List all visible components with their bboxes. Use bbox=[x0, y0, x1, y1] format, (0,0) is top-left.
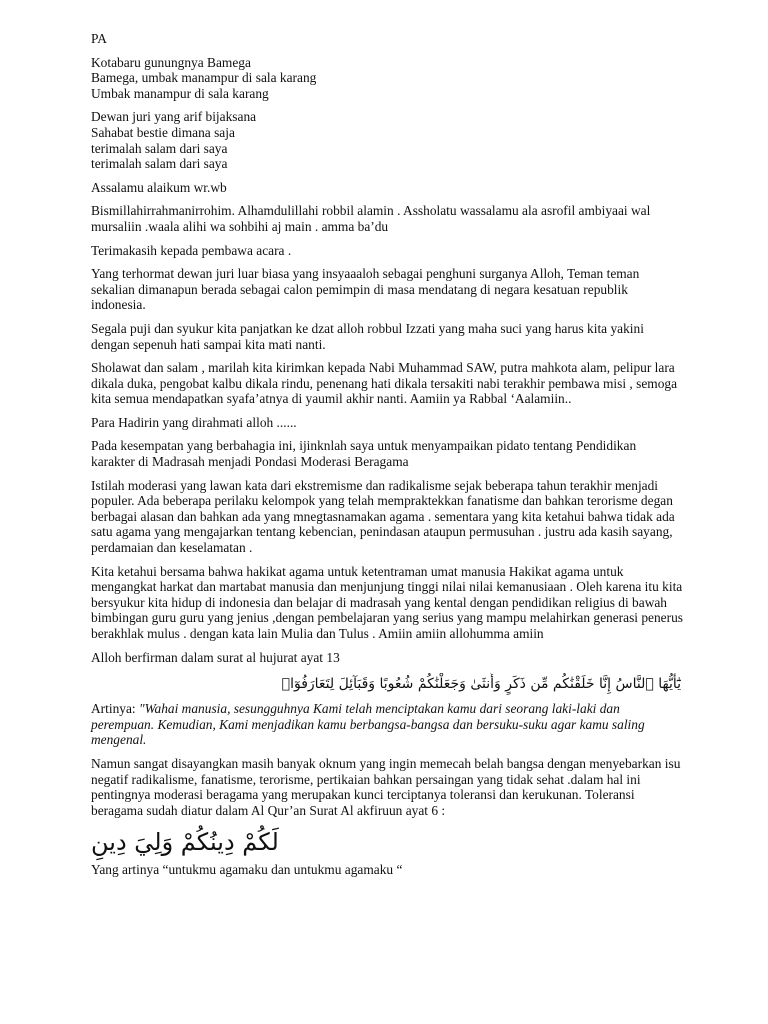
pantun-line: Sahabat bestie dimana saja bbox=[91, 124, 235, 140]
paragraph-firman: Alloh berfirman dalam surat al hujurat ayat 13 bbox=[91, 649, 340, 665]
document-page bbox=[91, 31, 683, 886]
paragraph-namun: Namun sangat disayangkan masih banyak oknum yang ingin memecah belah bangsa dengan menyebarkan isu negatif radikalisme, fanatisme, terorisme, pertikaian bahkan persaingan yang tidak sehat .dalam hal ini pentingnya moderasi beragama yang merupakan kunci terciptanya toleransi dan kerukunan. Toleransi beragama sudah diatur dalam Al Qur’an Surat Al akfiruun ayat 6 : bbox=[91, 755, 681, 818]
pantun-line: Bamega, umbak manampur di sala karang bbox=[91, 70, 317, 86]
paragraph-artinya bbox=[91, 701, 683, 748]
pantun-opening bbox=[91, 55, 683, 102]
pantun-greeting bbox=[91, 109, 683, 171]
artinya-text: "Wahai manusia, sesungguhnya Kami telah menciptakan kamu dari seorang laki-laki dan perempuan. Kemudian, Kami menjadikan kamu berbangsa-bangsa dan bersuku-suku agar kamu saling mengenal. bbox=[91, 701, 645, 748]
arabic-verse-kafirun-text: لَكُمْ دِينُكُمْ وَلِيَ دِينِ bbox=[91, 828, 279, 857]
heading-text: PA bbox=[91, 31, 107, 46]
pantun-line: terimalah salam dari saya bbox=[91, 140, 228, 156]
pantun-line: Dewan juri yang arif bijaksana bbox=[91, 109, 257, 125]
paragraph-hadirin: Para Hadirin yang dirahmati alloh ...... bbox=[91, 414, 297, 430]
paragraph-pujisyukur: Segala puji dan syukur kita panjatkan ke dzat alloh robbul Izzati yang maha suci yang harus kita yakini dengan sepenuh hati sampai kita mati nanti. bbox=[91, 320, 644, 352]
paragraph-istilah: Istilah moderasi yang lawan kata dari ekstremisme dan radikalisme sejak beberapa tahun terakhir menjadi populer. Ada beberapa perilaku kelompok yang telah mempraktekkan fanatisme dan bahkan terorisme degan berbagai alasan dan bahkan ada yang mnegtasnamakan agama . sementara yang kita ketahui bahwa tidak ada satu agama yang mengajarkan tentang kebencian, penindasan ataupun permusuhan . justru ada kasih sayang, perdamaian dan keselamatan . bbox=[91, 477, 675, 556]
paragraph-hakikat: Kita ketahui bersama bahwa hakikat agama untuk ketentraman umat manusia Hakikat agama untuk mengangkat harkat dan martabat manusia dan menjunjung tinggi nilai nilai kemanusiaan . Oleh karena itu kita bersyukur kita hidup di indonesia dan belajar di madrasah yang kental dengan pendidikan religius di bawah bimbingan guru guru yang jenius ,dengan pembelajaran yang serius yang mampu melahirkan generasi penerus berakhlak mulus . dengan kata lain Mulia dan Tulus . Amiin amiin allohumma amiin bbox=[91, 563, 683, 641]
paragraph-kesempatan: Pada kesempatan yang berbahagia ini, ijinknlah saya untuk menyampaikan pidato tentang Pendidikan karakter di Madrasah menjadi Pondasi Moderasi Beragama bbox=[91, 438, 637, 470]
paragraph-penutup: Yang artinya “untukmu agamaku dan untukmu agamaku “ bbox=[91, 862, 403, 878]
paragraph-terimakasih: Terimakasih kepada pembawa acara . bbox=[91, 242, 292, 258]
pantun-line: Kotabaru gunungnya Bamega bbox=[91, 54, 251, 70]
arabic-verse-kafirun bbox=[91, 826, 683, 858]
paragraph-hormat: Yang terhormat dewan juri luar biasa yang insyaaaloh sebagai penghuni surganya Alloh, Teman teman sekalian dimanapun berada sebagai calon pemimpin di masa mendatang di negara kesatuan republik indonesia. bbox=[91, 266, 640, 313]
paragraph-salam: Assalamu alaikum wr.wb bbox=[91, 179, 227, 195]
pantun-line: terimalah salam dari saya bbox=[91, 156, 228, 172]
document-heading bbox=[91, 31, 683, 47]
pantun-line: Umbak manampur di sala karang bbox=[91, 85, 269, 101]
paragraph-bismillah: Bismillahirrahmanirrohim. Alhamdulillahi robbil alamin . Assholatu wassalamu ala asrofil ambiyaai wal mursaliin .waala alihi wa sohbihi aj main . amma ba’du bbox=[91, 203, 651, 234]
artinya-label: Artinya: bbox=[91, 701, 139, 717]
arabic-verse-hujurat: يَٰٓأَيُّهَا ٱلنَّاسُ إِنَّا خَلَقْنَٰكُم مِّن ذَكَرٍ وَأُنثَىٰ وَجَعَلْنَٰكُمْ شُعُوبًا وَقَبَآئِلَ لِتَعَارَفُوٓا۟ bbox=[281, 676, 681, 693]
paragraph-sholawat: Sholawat dan salam , marilah kita kirimkan kepada Nabi Muhammad SAW, putra mahkota alam, pelipur lara dikala duka, pengobat kalbu dikala rindu, penenang hati dikala tersakiti nabi terakhir pembawa misi , semoga kita semua mendapatkan syafa’atnya di yaumil akhir nanti. Aamiin ya Rabbal ‘Aalamiin.. bbox=[91, 360, 678, 407]
